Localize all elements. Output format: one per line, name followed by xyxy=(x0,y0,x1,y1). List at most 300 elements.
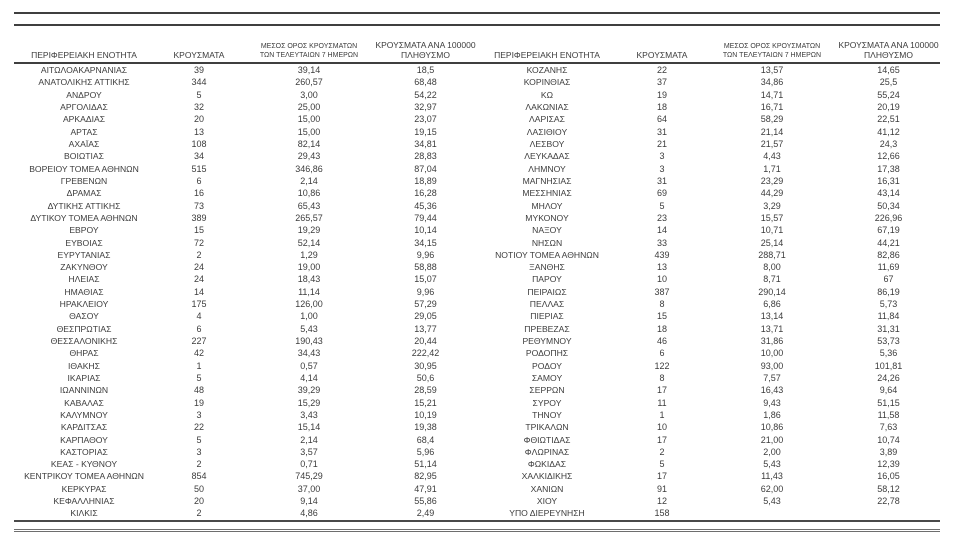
cases-cell: 515 xyxy=(191,163,207,174)
cases-cell: 14 xyxy=(193,286,204,297)
per100k-cell: 34,81 xyxy=(414,139,437,150)
cases-cell: 18 xyxy=(656,102,667,113)
avg7-cell: 15,00 xyxy=(297,126,321,137)
cases-cell: 17 xyxy=(656,471,667,482)
table-row xyxy=(14,175,477,187)
avg7-cell: 1,71 xyxy=(763,163,781,174)
table-row xyxy=(477,360,940,372)
region-cell: ΦΩΚΙΔΑΣ xyxy=(527,459,567,470)
per100k-cell: 9,96 xyxy=(416,249,435,260)
table-row xyxy=(14,261,477,273)
table-row xyxy=(14,224,477,236)
column-header-region: ΠΕΡΙΦΕΡΕΙΑΚΗ ΕΝΟΤΗΤΑ xyxy=(31,50,137,60)
per100k-cell: 16,05 xyxy=(877,471,900,482)
region-cell: ΑΝΔΡΟΥ xyxy=(66,89,102,100)
per100k-cell: 17,38 xyxy=(877,163,900,174)
per100k-cell: 50,6 xyxy=(416,372,435,383)
avg7-cell: 21,00 xyxy=(760,434,784,445)
per100k-cell: 15,21 xyxy=(414,397,437,408)
cases-cell: 12 xyxy=(656,496,667,507)
per100k-cell: 45,36 xyxy=(414,200,437,211)
table-row xyxy=(14,372,477,384)
region-cell: ΙΩΑΝΝΙΝΩΝ xyxy=(59,385,109,396)
table-row xyxy=(477,470,940,482)
avg7-cell: 44,29 xyxy=(760,188,784,199)
table-row xyxy=(477,64,940,76)
cases-cell: 2 xyxy=(659,446,665,457)
table-row xyxy=(477,150,940,162)
avg7-cell: 65,43 xyxy=(297,200,321,211)
region-cell: ΚΑΒΑΛΑΣ xyxy=(64,397,104,408)
avg7-cell: 3,43 xyxy=(300,409,318,420)
table-row xyxy=(14,76,477,88)
table-row xyxy=(477,224,940,236)
avg7-cell: 2,00 xyxy=(763,446,781,457)
table-row xyxy=(14,495,477,507)
per100k-cell: 9,96 xyxy=(416,286,435,297)
cases-cell: 108 xyxy=(191,139,207,150)
cases-cell: 854 xyxy=(191,471,207,482)
per100k-cell: 86,19 xyxy=(877,286,900,297)
cases-cell: 24 xyxy=(193,274,204,285)
column-header-per100k xyxy=(837,40,940,62)
per100k-cell: 10,19 xyxy=(414,409,437,420)
column-header-avg7-line2: ΤΩΝ ΤΕΛΕΥΤΑΙΩΝ 7 ΗΜΕΡΩΝ xyxy=(259,51,359,59)
cases-cell: 39 xyxy=(193,65,204,76)
region-cell: ΚΑΛΥΜΝΟΥ xyxy=(60,409,108,420)
table-row xyxy=(477,101,940,113)
avg7-cell: 29,43 xyxy=(297,151,321,162)
avg7-cell: 11,43 xyxy=(761,471,783,482)
region-cell: ΚΕΝΤΡΙΚΟΥ ΤΟΜΕΑ ΑΘΗΝΩΝ xyxy=(24,471,144,482)
region-cell: ΛΕΥΚΑΔΑΣ xyxy=(524,151,570,162)
table-row xyxy=(477,187,940,199)
table-row xyxy=(14,347,477,359)
avg7-cell: 13,14 xyxy=(760,311,784,322)
avg7-cell: 25,14 xyxy=(760,237,784,248)
table-row xyxy=(14,138,477,150)
cases-cell: 14 xyxy=(656,225,667,236)
per100k-cell: 5,36 xyxy=(879,348,898,359)
table-row xyxy=(14,212,477,224)
region-cell: ΔΥΤΙΚΟΥ ΤΟΜΕΑ ΑΘΗΝΩΝ xyxy=(30,212,138,223)
avg7-cell: 31,86 xyxy=(760,336,784,347)
avg7-cell: 39,29 xyxy=(297,385,321,396)
table-row xyxy=(477,113,940,125)
table-row xyxy=(14,126,477,138)
avg7-cell: 15,14 xyxy=(297,422,321,433)
avg7-cell: 19,00 xyxy=(297,262,321,273)
region-cell: ΙΚΑΡΙΑΣ xyxy=(67,372,101,383)
cases-cell: 19 xyxy=(656,89,667,100)
table-row xyxy=(14,396,477,408)
per100k-cell: 10,74 xyxy=(877,434,900,445)
column-header-per100k xyxy=(374,40,477,62)
cases-cell: 72 xyxy=(193,237,204,248)
per100k-cell: 29,05 xyxy=(414,311,437,322)
cases-cell: 11 xyxy=(657,397,667,408)
cases-cell: 42 xyxy=(193,348,204,359)
table-row xyxy=(477,323,940,335)
column-header-region: ΠΕΡΙΦΕΡΕΙΑΚΗ ΕΝΟΤΗΤΑ xyxy=(494,50,600,60)
region-cell: ΑΙΤΩΛΟΑΚΑΡΝΑΝΙΑΣ xyxy=(40,65,128,76)
cases-cell: 19 xyxy=(193,397,204,408)
region-cell: ΦΛΩΡΙΝΑΣ xyxy=(524,446,570,457)
per100k-cell: 68,48 xyxy=(414,77,437,88)
table-row xyxy=(14,323,477,335)
cases-cell: 2 xyxy=(196,459,202,470)
per100k-cell: 47,91 xyxy=(414,483,437,494)
per100k-cell: 3,89 xyxy=(879,446,898,457)
avg7-cell: 3,29 xyxy=(763,200,781,211)
cases-cell: 73 xyxy=(193,200,204,211)
cases-cell: 5 xyxy=(196,372,202,383)
column-header-per100k-line1: ΚΡΟΥΣΜΑΤΑ ΑΝΑ 100000 xyxy=(375,40,476,50)
avg7-cell: 10,00 xyxy=(760,348,784,359)
table-row xyxy=(477,286,940,298)
avg7-cell: 25,00 xyxy=(297,102,321,113)
table-row xyxy=(14,113,477,125)
cases-cell: 3 xyxy=(196,409,202,420)
region-cell: ΚΩ xyxy=(540,89,554,100)
per100k-cell: 68,4 xyxy=(416,434,435,445)
table-row xyxy=(477,310,940,322)
region-cell: ΜΕΣΣΗΝΙΑΣ xyxy=(522,188,572,199)
per100k-cell: 5,96 xyxy=(416,446,435,457)
cases-cell: 3 xyxy=(659,163,665,174)
cases-cell: 439 xyxy=(654,249,670,260)
cases-cell: 3 xyxy=(196,446,202,457)
region-cell: ΚΕΑΣ - ΚΥΘΝΟΥ xyxy=(50,459,118,470)
column-header-avg7-line1: ΜΕΣΟΣ ΟΡΟΣ ΚΡΟΥΣΜΑΤΩΝ xyxy=(260,43,358,50)
avg7-cell: 15,29 xyxy=(297,397,321,408)
cases-cell: 17 xyxy=(656,385,667,396)
region-cell: ΧΑΛΚΙΔΙΚΗΣ xyxy=(521,471,573,482)
region-cell: ΚΟΡΙΝΘΙΑΣ xyxy=(523,77,571,88)
per100k-cell: 19,38 xyxy=(414,422,437,433)
table-row xyxy=(477,384,940,396)
region-cell: ΚΕΡΚΥΡΑΣ xyxy=(61,483,107,494)
table-row xyxy=(477,421,940,433)
region-cell: ΚΑΡΔΙΤΣΑΣ xyxy=(60,422,108,433)
per100k-cell: 7,63 xyxy=(879,422,898,433)
per100k-cell: 18,5 xyxy=(416,65,435,76)
avg7-cell: 5,43 xyxy=(300,323,318,334)
table-row xyxy=(477,76,940,88)
avg7-cell: 190,43 xyxy=(295,336,323,347)
per100k-cell: 82,86 xyxy=(877,249,900,260)
region-cell: ΑΧΑΪΑΣ xyxy=(68,139,100,150)
region-cell: ΤΗΝΟΥ xyxy=(532,409,562,420)
cases-cell: 48 xyxy=(193,385,204,396)
left-table-header xyxy=(14,36,477,64)
region-cell: ΠΕΛΛΑΣ xyxy=(529,299,565,310)
cases-cell: 5 xyxy=(659,459,665,470)
avg7-cell: 10,86 xyxy=(297,188,321,199)
avg7-cell: 13,57 xyxy=(760,65,784,76)
region-cell: ΠΕΙΡΑΙΩΣ xyxy=(527,286,567,297)
region-cell: ΡΟΔΟΥ xyxy=(532,360,562,371)
cases-cell: 37 xyxy=(656,77,667,88)
cases-cell: 2 xyxy=(196,249,202,260)
top-rule-1 xyxy=(14,12,940,14)
per100k-cell: 54,22 xyxy=(414,89,437,100)
table-row xyxy=(14,273,477,285)
right-table-header xyxy=(477,36,940,64)
table-row xyxy=(477,298,940,310)
table-row xyxy=(14,298,477,310)
avg7-cell: 1,86 xyxy=(763,409,781,420)
per100k-cell: 101,81 xyxy=(874,360,903,371)
per100k-cell: 16,31 xyxy=(877,175,900,186)
region-cell: ΑΡΚΑΔΙΑΣ xyxy=(62,114,106,125)
region-cell: ΑΡΤΑΣ xyxy=(70,126,98,137)
avg7-cell: 5,43 xyxy=(763,496,781,507)
avg7-cell: 4,43 xyxy=(763,151,781,162)
avg7-cell: 52,14 xyxy=(297,237,321,248)
cases-cell: 46 xyxy=(656,336,667,347)
region-cell: ΠΡΕΒΕΖΑΣ xyxy=(524,323,570,334)
region-cell: ΡΟΔΟΠΗΣ xyxy=(525,348,569,359)
per100k-cell: 58,12 xyxy=(877,483,900,494)
table-row xyxy=(477,175,940,187)
column-header-cases: ΚΡΟΥΣΜΑΤΑ xyxy=(173,50,225,60)
table-row xyxy=(14,286,477,298)
table-row xyxy=(14,163,477,175)
avg7-cell: 10,71 xyxy=(760,225,784,236)
per100k-cell: 11,84 xyxy=(877,311,900,322)
per100k-cell: 12,39 xyxy=(877,459,900,470)
cases-cell: 15 xyxy=(656,311,667,322)
region-cell: ΗΛΕΙΑΣ xyxy=(68,274,100,285)
region-cell: ΓΡΕΒΕΝΩΝ xyxy=(60,175,108,186)
region-cell: ΘΕΣΣΑΛΟΝΙΚΗΣ xyxy=(50,336,118,347)
cases-cell: 31 xyxy=(656,175,667,186)
table-row xyxy=(477,212,940,224)
region-cell: ΗΜΑΘΙΑΣ xyxy=(64,286,104,297)
region-cell: ΜΑΓΝΗΣΙΑΣ xyxy=(522,175,572,186)
region-cell: ΣΥΡΟΥ xyxy=(532,397,562,408)
table-row xyxy=(14,433,477,445)
cases-cell: 8 xyxy=(659,372,665,383)
cases-cell: 8 xyxy=(659,299,665,310)
cases-cell: 21 xyxy=(656,139,667,150)
avg7-cell: 18,43 xyxy=(297,274,321,285)
avg7-cell: 288,71 xyxy=(758,249,786,260)
cases-cell: 64 xyxy=(656,114,667,125)
table-row xyxy=(477,458,940,470)
avg7-cell: 9,14 xyxy=(300,496,318,507)
avg7-cell: 126,00 xyxy=(295,299,323,310)
table-row xyxy=(14,384,477,396)
region-cell: ΠΑΡΟΥ xyxy=(532,274,562,285)
region-cell: ΒΟΙΩΤΙΑΣ xyxy=(64,151,104,162)
per100k-cell: 5,73 xyxy=(879,299,898,310)
per100k-cell: 19,15 xyxy=(414,126,437,137)
table-row xyxy=(14,310,477,322)
table-row xyxy=(14,360,477,372)
region-cell: ΜΗΛΟΥ xyxy=(531,200,563,211)
region-cell: ΦΘΙΩΤΙΔΑΣ xyxy=(523,434,571,445)
per100k-cell: 53,73 xyxy=(877,336,900,347)
per100k-cell: 51,15 xyxy=(877,397,900,408)
avg7-cell: 7,57 xyxy=(763,372,781,383)
region-cell: ΥΠΟ ΔΙΕΡΕΥΝΗΣΗ xyxy=(509,508,585,519)
avg7-cell: 6,86 xyxy=(763,299,781,310)
avg7-cell: 265,57 xyxy=(295,212,323,223)
per100k-cell: 44,21 xyxy=(877,237,900,248)
per100k-cell: 10,14 xyxy=(414,225,437,236)
column-header-avg7 xyxy=(707,43,837,62)
table-row xyxy=(477,249,940,261)
table-row xyxy=(14,335,477,347)
region-cell: ΒΟΡΕΙΟΥ ΤΟΜΕΑ ΑΘΗΝΩΝ xyxy=(29,163,139,174)
table-row xyxy=(477,396,940,408)
per100k-cell: 22,51 xyxy=(877,114,900,125)
region-cell: ΛΗΜΝΟΥ xyxy=(528,163,566,174)
avg7-cell: 290,14 xyxy=(758,286,786,297)
per100k-cell: 67 xyxy=(883,274,894,285)
region-cell: ΛΑΡΙΣΑΣ xyxy=(529,114,565,125)
region-cell: ΛΕΣΒΟΥ xyxy=(529,139,565,150)
region-cell: ΑΝΑΤΟΛΙΚΗΣ ΑΤΤΙΚΗΣ xyxy=(38,77,130,88)
column-header-per100k-line1: ΚΡΟΥΣΜΑΤΑ ΑΝΑ 100000 xyxy=(838,40,939,50)
per100k-cell: 58,88 xyxy=(414,262,437,273)
cases-cell: 5 xyxy=(196,89,202,100)
column-header-per100k-line2: ΠΛΗΘΥΣΜΟ xyxy=(864,50,913,60)
region-cell: ΝΑΞΟΥ xyxy=(532,225,562,236)
table-row xyxy=(14,199,477,211)
region-cell: ΑΡΓΟΛΙΔΑΣ xyxy=(60,102,108,113)
left-cases-table xyxy=(14,36,477,520)
table-row xyxy=(477,372,940,384)
per100k-cell: 28,83 xyxy=(414,151,437,162)
per100k-cell: 55,24 xyxy=(877,89,900,100)
cases-cell: 33 xyxy=(656,237,667,248)
table-row xyxy=(14,470,477,482)
cases-cell: 32 xyxy=(193,102,204,113)
table-row xyxy=(477,483,940,495)
table-row xyxy=(477,507,940,519)
table-row xyxy=(477,236,940,248)
per100k-cell: 34,15 xyxy=(414,237,437,248)
avg7-cell: 21,14 xyxy=(760,126,784,137)
avg7-cell: 21,57 xyxy=(760,139,784,150)
avg7-cell: 2,14 xyxy=(300,434,318,445)
region-cell: ΘΕΣΠΡΩΤΙΑΣ xyxy=(56,323,112,334)
region-cell: ΠΙΕΡΙΑΣ xyxy=(530,311,564,322)
region-cell: ΔΡΑΜΑΣ xyxy=(66,188,102,199)
cases-cell: 34 xyxy=(193,151,204,162)
table-row xyxy=(14,483,477,495)
table-row xyxy=(477,433,940,445)
cases-cell: 6 xyxy=(196,323,202,334)
cases-cell: 3 xyxy=(659,151,665,162)
cases-cell: 16 xyxy=(193,188,204,199)
avg7-cell: 15,57 xyxy=(760,212,784,223)
avg7-cell: 5,43 xyxy=(763,459,781,470)
per100k-cell: 15,07 xyxy=(414,274,437,285)
cases-cell: 20 xyxy=(193,496,204,507)
avg7-cell: 13,71 xyxy=(760,323,784,334)
table-row xyxy=(14,236,477,248)
avg7-cell: 23,29 xyxy=(760,175,784,186)
avg7-cell: 15,00 xyxy=(297,114,321,125)
per100k-cell: 20,19 xyxy=(877,102,900,113)
table-row xyxy=(477,126,940,138)
table-row xyxy=(477,138,940,150)
avg7-cell: 8,71 xyxy=(763,274,781,285)
region-cell: ΘΗΡΑΣ xyxy=(69,348,99,359)
cases-cell: 2 xyxy=(196,508,202,519)
avg7-cell: 11,14 xyxy=(298,286,320,297)
per100k-cell: 20,44 xyxy=(414,336,437,347)
column-header-avg7-line2: ΤΩΝ ΤΕΛΕΥΤΑΙΩΝ 7 ΗΜΕΡΩΝ xyxy=(722,51,822,59)
cases-cell: 344 xyxy=(191,77,207,88)
per100k-cell: 57,29 xyxy=(414,299,437,310)
per100k-cell: 2,49 xyxy=(416,508,435,519)
region-cell: ΗΡΑΚΛΕΙΟΥ xyxy=(59,299,109,310)
right-cases-table xyxy=(477,36,940,520)
column-header-cases: ΚΡΟΥΣΜΑΤΑ xyxy=(636,50,688,60)
region-cell: ΕΒΡΟΥ xyxy=(69,225,99,236)
avg7-cell: 4,14 xyxy=(300,372,318,383)
column-header-avg7 xyxy=(244,43,374,62)
region-cell: ΚΙΛΚΙΣ xyxy=(70,508,98,519)
table-row xyxy=(14,101,477,113)
per100k-cell: 18,89 xyxy=(414,175,437,186)
column-header-per100k-line2: ΠΛΗΘΥΣΜΟ xyxy=(401,50,450,60)
per100k-cell: 226,96 xyxy=(874,212,903,223)
per100k-cell: 51,14 xyxy=(414,459,437,470)
avg7-cell: 346,86 xyxy=(295,163,323,174)
cases-cell: 389 xyxy=(191,212,207,223)
table-row xyxy=(14,187,477,199)
cases-cell: 18 xyxy=(656,323,667,334)
per100k-cell: 22,78 xyxy=(877,496,900,507)
table-row xyxy=(477,335,940,347)
cases-cell: 5 xyxy=(659,200,665,211)
per100k-cell: 11,69 xyxy=(877,262,900,273)
region-cell: ΚΕΦΑΛΛΗΝΙΑΣ xyxy=(53,496,115,507)
top-rule-2 xyxy=(14,24,940,26)
cases-cell: 13 xyxy=(656,262,667,273)
right-table-rows xyxy=(477,64,940,520)
avg7-cell: 2,14 xyxy=(300,175,318,186)
table-row xyxy=(14,89,477,101)
avg7-cell: 58,29 xyxy=(760,114,784,125)
region-cell: ΔΥΤΙΚΗΣ ΑΤΤΙΚΗΣ xyxy=(47,200,121,211)
cases-cell: 387 xyxy=(654,286,670,297)
cases-cell: 4 xyxy=(196,311,202,322)
left-table-rows xyxy=(14,64,477,520)
column-header-avg7-line1: ΜΕΣΟΣ ΟΡΟΣ ΚΡΟΥΣΜΑΤΩΝ xyxy=(723,43,821,50)
table-row xyxy=(14,507,477,519)
region-cell: ΚΑΣΤΟΡΙΑΣ xyxy=(60,446,108,457)
per100k-cell: 25,5 xyxy=(879,77,898,88)
table-row xyxy=(477,495,940,507)
region-cell: ΣΑΜΟΥ xyxy=(531,372,563,383)
avg7-cell: 14,71 xyxy=(760,89,784,100)
region-cell: ΧΙΟΥ xyxy=(536,496,558,507)
cases-cell: 31 xyxy=(656,126,667,137)
table-row xyxy=(477,89,940,101)
per100k-cell: 82,95 xyxy=(414,471,437,482)
avg7-cell: 1,00 xyxy=(300,311,318,322)
table-row xyxy=(14,446,477,458)
avg7-cell: 1,29 xyxy=(300,249,318,260)
bottom-rule-2 xyxy=(14,529,940,532)
